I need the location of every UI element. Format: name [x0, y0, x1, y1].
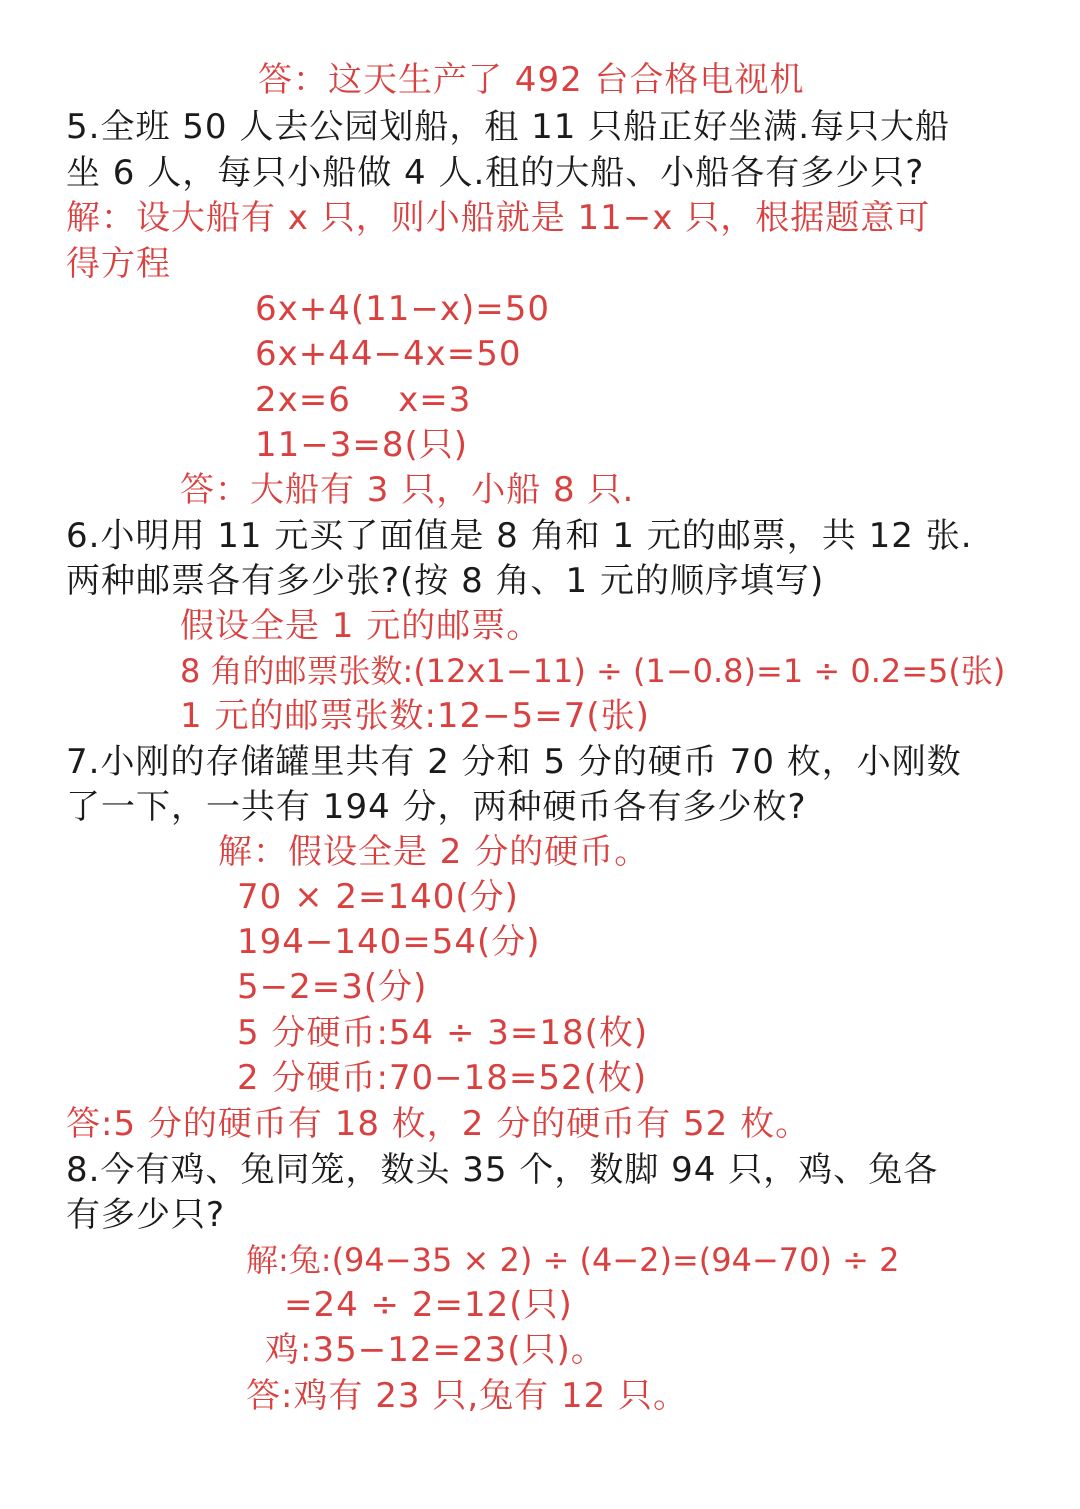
- solution-7-step-5: 2 分硬币:70−18=52(枚): [237, 1058, 648, 1098]
- problem-8-text-line-2: 有多少只?: [66, 1195, 226, 1235]
- solution-5-equation-3: 2x=6 x=3: [255, 380, 472, 420]
- solution-5-equation-4: 11−3=8(只): [255, 425, 469, 465]
- solution-7-step-2: 194−140=54(分): [237, 922, 541, 962]
- problem-6-text-line-1: 6.小明用 11 元买了面值是 8 角和 1 元的邮票，共 12 张.: [66, 516, 973, 556]
- solution-8-step-1: 解:兔:(94−35 × 2) ÷ (4−2)=(94−70) ÷ 2: [246, 1241, 900, 1279]
- problem-5-text-line-2: 坐 6 人，每只小船做 4 人.租的大船、小船各有多少只?: [66, 153, 925, 193]
- problem-7-text-line-1: 7.小刚的存储罐里共有 2 分和 5 分的硬币 70 枚，小刚数: [66, 742, 962, 782]
- solution-8-step-2: =24 ÷ 2=12(只): [284, 1285, 573, 1325]
- problem-8-text-line-1: 8.今有鸡、兔同笼，数头 35 个，数脚 94 只，鸡、兔各: [66, 1150, 939, 1190]
- solution-7-assumption: 解：假设全是 2 分的硬币。: [218, 832, 650, 872]
- solution-5-intro-line-1: 解：设大船有 x 只，则小船就是 11−x 只，根据题意可: [66, 198, 931, 238]
- solution-7-step-3: 5−2=3(分): [237, 967, 428, 1007]
- answer-5: 答：大船有 3 只，小船 8 只.: [180, 470, 635, 510]
- problem-6-text-line-2: 两种邮票各有多少张?(按 8 角、1 元的顺序填写): [66, 561, 825, 601]
- solution-6-step-1: 8 角的邮票张数:(12x1−11) ÷ (1−0.8)=1 ÷ 0.2=5(张): [180, 652, 1006, 690]
- problem-5-text-line-1: 5.全班 50 人去公园划船，租 11 只船正好坐满.每只大船: [66, 107, 951, 147]
- solution-8-step-3: 鸡:35−12=23(只)。: [265, 1330, 606, 1370]
- solution-5-intro-line-2: 得方程: [66, 244, 171, 284]
- solution-6-step-2: 1 元的邮票张数:12−5=7(张): [180, 696, 650, 736]
- answer-8: 答:鸡有 23 只,兔有 12 只。: [246, 1376, 689, 1416]
- solution-7-step-4: 5 分硬币:54 ÷ 3=18(枚): [237, 1013, 649, 1053]
- answer-4-final: 答：这天生产了 492 台合格电视机: [258, 60, 805, 100]
- solution-6-assumption: 假设全是 1 元的邮票。: [180, 606, 542, 646]
- problem-7-text-line-2: 了一下，一共有 194 分，两种硬币各有多少枚?: [66, 787, 807, 827]
- answer-7: 答:5 分的硬币有 18 枚，2 分的硬币有 52 枚。: [66, 1104, 811, 1144]
- solution-5-equation-1: 6x+4(11−x)=50: [255, 289, 551, 329]
- solution-5-equation-2: 6x+44−4x=50: [255, 334, 522, 374]
- solution-7-step-1: 70 × 2=140(分): [237, 877, 519, 917]
